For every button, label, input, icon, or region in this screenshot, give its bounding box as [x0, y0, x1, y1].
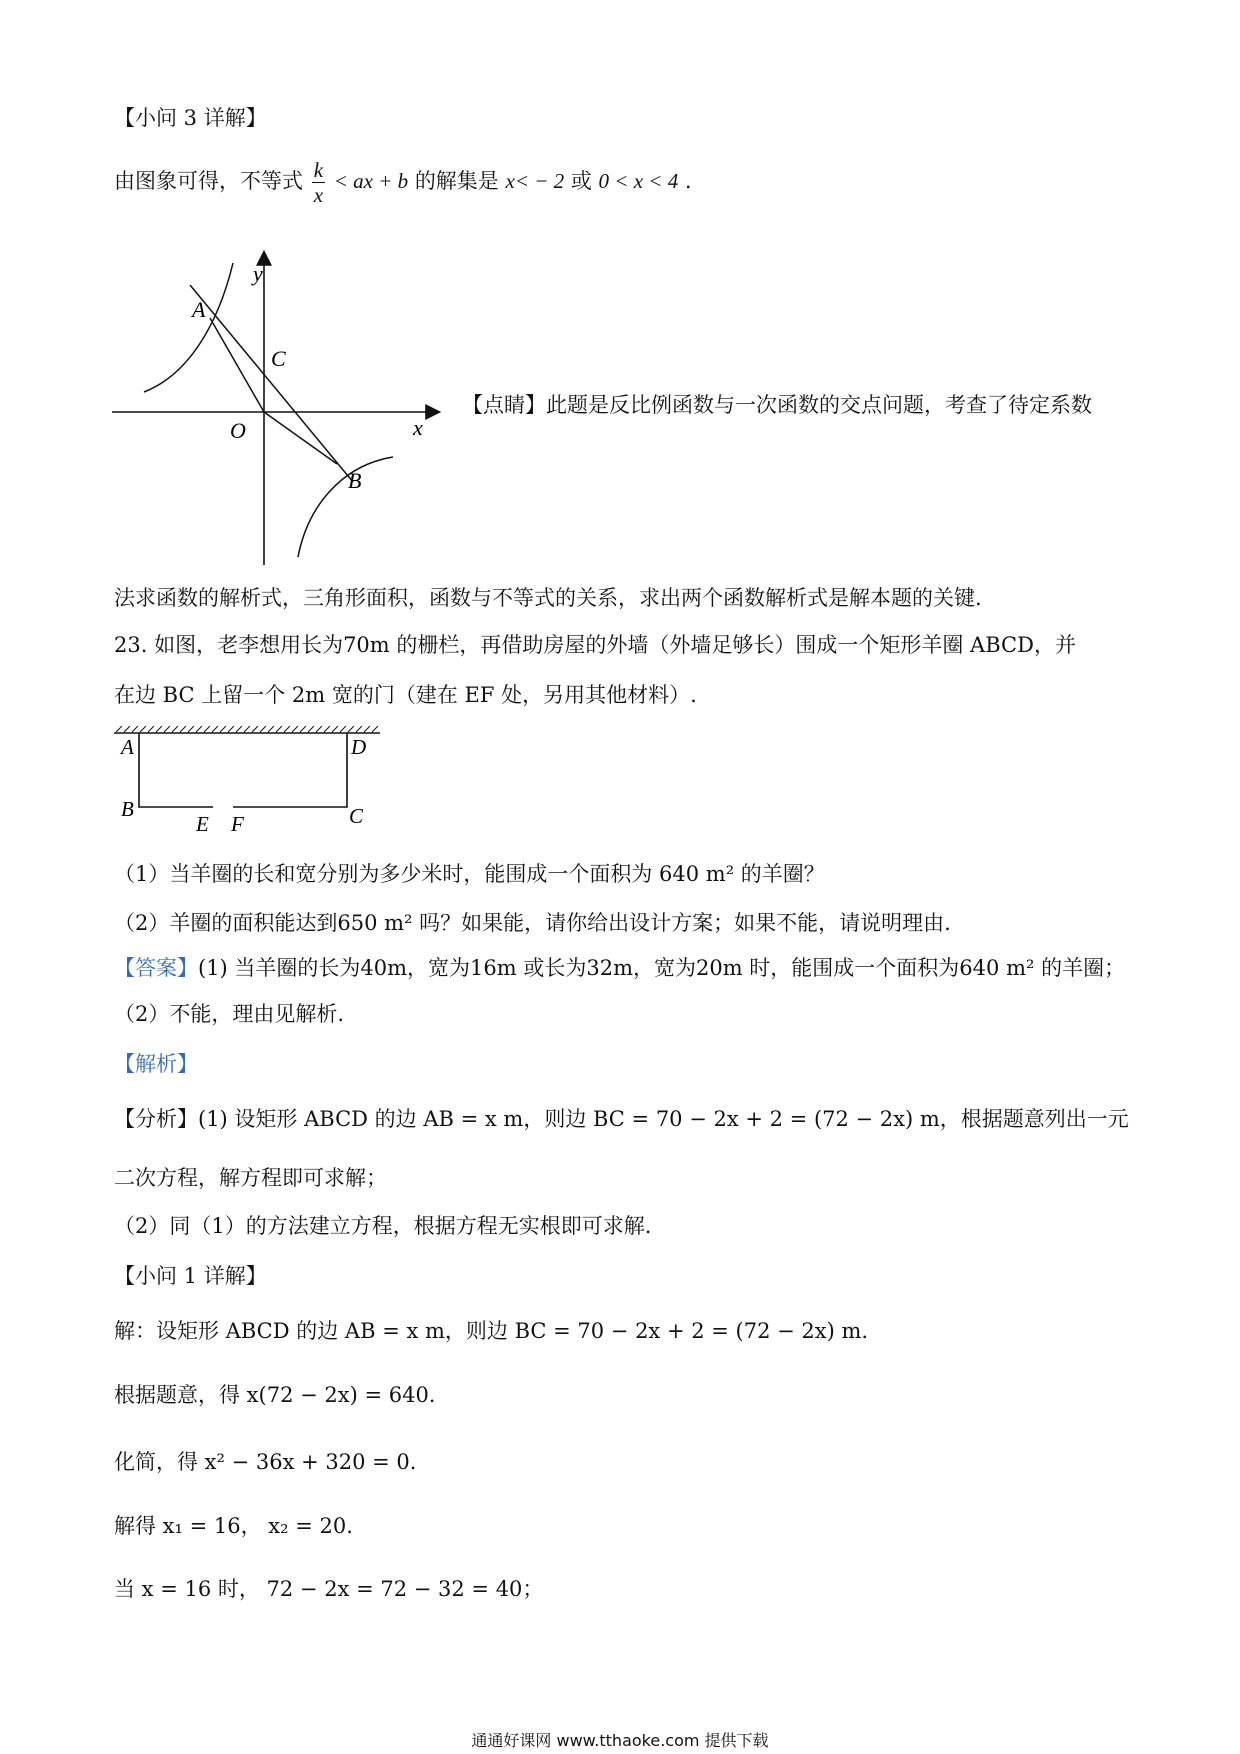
q23-line-1: 23. 如图，老李想用长为70m 的栅栏，再借助房屋的外墙（外墙足够长）围成一个矩形羊圈 ABCD，并: [114, 633, 1076, 657]
sub3-text-b: 的解集是: [414, 169, 499, 193]
label-b: B: [121, 797, 134, 821]
sub3-text-a: 由图象可得，不等式: [114, 169, 303, 193]
label-d: D: [351, 735, 367, 759]
fraction-denominator: x: [313, 183, 324, 207]
sub1-heading: 【小问 1 详解】: [114, 1264, 267, 1288]
solution-line-5: 当 x = 16 时， 72 − 2x = 72 − 32 = 40；: [114, 1577, 544, 1601]
answer-line-2: （2）不能，理由见解析.: [114, 1002, 345, 1026]
sub3-or: 或: [570, 169, 592, 193]
answer-line-1: [114, 954, 1125, 982]
label-x: x: [413, 415, 423, 440]
label-origin: O: [230, 418, 246, 443]
label-y: y: [253, 261, 263, 286]
analysis-line-2: 二次方程，解方程即可求解；: [114, 1166, 387, 1190]
rectangle-pen-diagram: [112, 725, 392, 840]
analysis-head: 【分析】: [114, 1107, 198, 1131]
comment-text-1: 此题是反比例函数与一次函数的交点问题，考查了待定系数: [546, 393, 1092, 417]
label-e: E: [196, 812, 209, 836]
analysis-line-3: （2）同（1）的方法建立方程，根据方程无实根即可求解.: [114, 1214, 652, 1238]
sub-question-2: （2）羊圈的面积能达到650 m² 吗？如果能，请你给出设计方案；如果不能，请说明理由.: [114, 911, 951, 935]
sub-question-1: （1）当羊圈的长和宽分别为多少米时，能围成一个面积为 640 m² 的羊圈？: [114, 862, 825, 886]
comment-line-2: 法求函数的解析式，三角形面积，函数与不等式的关系，求出两个函数解析式是解本题的关键.: [114, 586, 982, 610]
sub3-inequality-line: [114, 158, 692, 207]
function-graph: [108, 245, 448, 567]
solution-line-4: 解得 x₁ = 16， x₂ = 20.: [114, 1514, 353, 1538]
line-ab: [190, 285, 353, 482]
analysis-label: 【解析】: [114, 1052, 198, 1076]
label-f: F: [231, 812, 244, 836]
comment-line-1: [462, 391, 1092, 419]
label-b: B: [348, 468, 362, 493]
label-a: A: [121, 735, 134, 759]
sub3-heading: 【小问 3 详解】: [114, 106, 267, 130]
sub3-solution-2: 0 < x < 4: [598, 169, 679, 193]
fraction-numerator: k: [313, 158, 324, 182]
sub3-inequality: < ax + b: [333, 169, 409, 193]
label-c: C: [271, 346, 286, 371]
answer-text-1: (1) 当羊圈的长为40m，宽为16m 或长为32m，宽为20m 时，能围成一个面积为640 m² 的羊圈；: [198, 956, 1126, 980]
analysis-text-1: (1) 设矩形 ABCD 的边 AB = x m，则边 BC = 70 − 2x + 2 = (72 − 2x) m，根据题意列出一元: [198, 1107, 1129, 1131]
solution-line-1: 解：设矩形 ABCD 的边 AB = x m，则边 BC = 70 − 2x + 2 = (72 − 2x) m.: [114, 1319, 869, 1343]
fence-fc-cd: [233, 733, 347, 807]
fence-ab-be: [139, 733, 213, 807]
label-a: A: [192, 297, 206, 322]
page-footer: 通通好课网 www.tthaoke.com 提供下载: [471, 1731, 769, 1750]
solution-line-2: 根据题意，得 x(72 − 2x) = 640.: [114, 1383, 436, 1407]
answer-label: 【答案】: [114, 956, 198, 980]
comment-label: 【点睛】: [462, 393, 546, 417]
sub3-solution-1: x< − 2: [505, 169, 565, 193]
q23-line-2: 在边 BC 上留一个 2m 宽的门（建在 EF 处，另用其他材料）.: [114, 683, 697, 707]
solution-line-3: 化简，得 x² − 36x + 320 = 0.: [114, 1450, 417, 1474]
analysis-line-1: [114, 1105, 1129, 1133]
sub3-end: .: [684, 169, 692, 193]
hyperbola-branch-left: [144, 263, 233, 392]
fraction-k-over-x: [312, 158, 325, 207]
wall-hatching: [116, 726, 378, 732]
label-c: C: [349, 804, 364, 828]
segment-ob: [264, 412, 337, 464]
